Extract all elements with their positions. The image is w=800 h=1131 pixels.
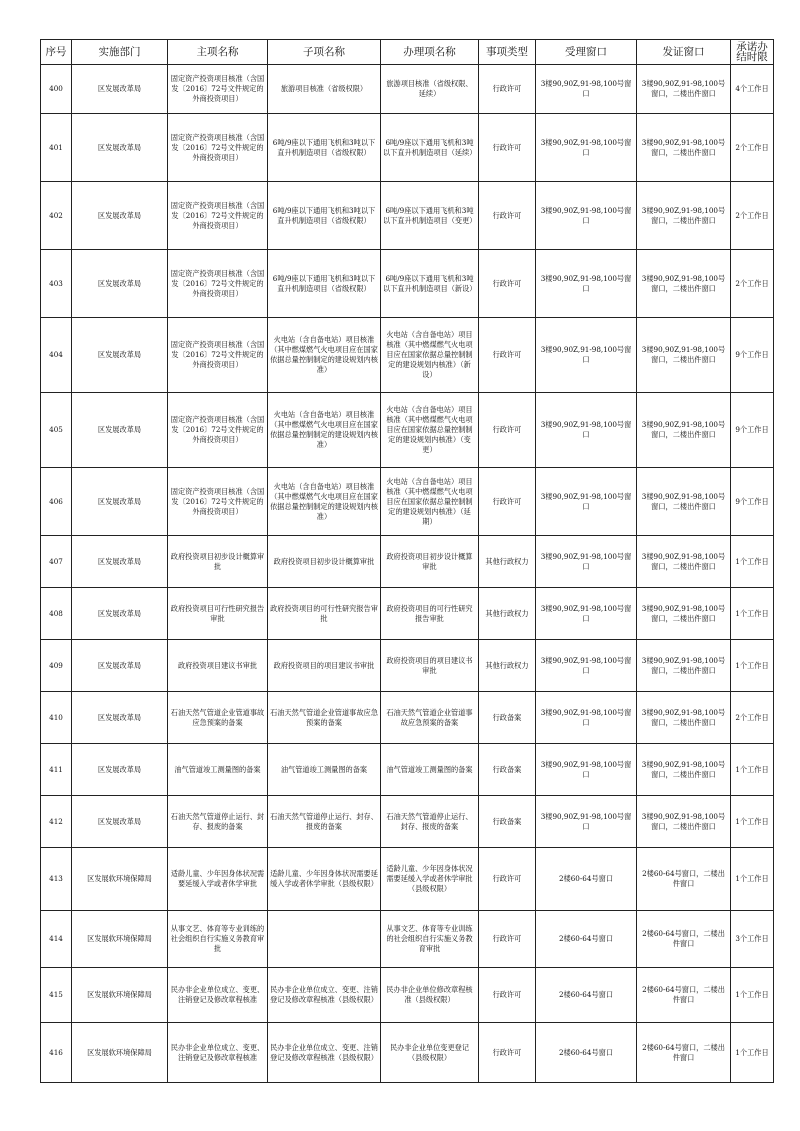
cell-dept: 区发展改革局 xyxy=(72,114,168,182)
table-body xyxy=(41,65,774,1083)
cell-proc: 旅游项目核准（省级权限、延续） xyxy=(381,65,479,114)
cell-type: 行政许可 xyxy=(479,468,536,536)
cell-no: 416 xyxy=(41,1023,72,1083)
cell-dept: 区发展改革局 xyxy=(72,393,168,468)
service-items-table xyxy=(40,39,774,1083)
header-cell-proc: 办理项名称 xyxy=(381,40,479,65)
cell-dept: 区发展改革局 xyxy=(72,182,168,250)
cell-dept: 区发展改革局 xyxy=(72,318,168,393)
cell-accept: 3楼90,90Z,91-98,100号窗口 xyxy=(536,393,637,468)
table-row xyxy=(41,588,774,640)
header-cell-dept: 实施部门 xyxy=(72,40,168,65)
cell-accept: 3楼90,90Z,91-98,100号窗口 xyxy=(536,182,637,250)
cell-issue: 3楼90,90Z,91-98,100号窗口，二楼出件窗口 xyxy=(637,468,731,536)
cell-no: 414 xyxy=(41,911,72,968)
header-cell-accept: 受理窗口 xyxy=(536,40,637,65)
cell-dept: 区发展改革局 xyxy=(72,692,168,744)
cell-dept: 区发展软环境保障局 xyxy=(72,968,168,1023)
cell-sub: 民办非企业单位成立、变更、注销登记及修改章程核准（县级权限） xyxy=(268,1023,381,1083)
cell-no: 410 xyxy=(41,692,72,744)
table-row xyxy=(41,65,774,114)
cell-limit: 2个工作日 xyxy=(731,182,774,250)
cell-issue: 3楼90,90Z,91-98,100号窗口，二楼出件窗口 xyxy=(637,393,731,468)
table-row xyxy=(41,393,774,468)
cell-dept: 区发展改革局 xyxy=(72,588,168,640)
table-row xyxy=(41,318,774,393)
cell-dept: 区发展软环境保障局 xyxy=(72,1023,168,1083)
cell-main: 民办非企业单位成立、变更、注销登记及修改章程核准 xyxy=(168,968,268,1023)
cell-limit: 1个工作日 xyxy=(731,744,774,796)
cell-sub: 政府投资项目的可行性研究报告审批 xyxy=(268,588,381,640)
cell-limit: 4个工作日 xyxy=(731,65,774,114)
cell-dept: 区发展改革局 xyxy=(72,250,168,318)
cell-proc: 6吨/9座以下通用飞机和3吨以下直升机制造项目（延续） xyxy=(381,114,479,182)
header-cell-sub: 子项名称 xyxy=(268,40,381,65)
cell-proc: 适龄儿童、少年因身体状况需要延缓入学或者休学审批（县级权限） xyxy=(381,848,479,911)
cell-dept: 区发展软环境保障局 xyxy=(72,911,168,968)
cell-sub: 火电站（含自备电站）项目核准（其中燃煤燃气火电项目应在国家依据总量控制制定的建设规划内核准） xyxy=(268,468,381,536)
cell-no: 401 xyxy=(41,114,72,182)
cell-dept: 区发展改革局 xyxy=(72,65,168,114)
cell-limit: 2个工作日 xyxy=(731,250,774,318)
table-row xyxy=(41,640,774,692)
cell-main: 民办非企业单位成立、变更、注销登记及修改章程核准 xyxy=(168,1023,268,1083)
cell-accept: 2楼60-64号窗口 xyxy=(536,848,637,911)
cell-sub: 油气管道竣工测量图的备案 xyxy=(268,744,381,796)
cell-proc: 火电站（含自备电站）项目核准（其中燃煤燃气火电项目应在国家依据总量控制制定的建设规划内核准）（延期） xyxy=(381,468,479,536)
cell-sub: 民办非企业单位成立、变更、注销登记及修改章程核准（县级权限） xyxy=(268,968,381,1023)
cell-issue: 2楼60-64号窗口，二楼出件窗口 xyxy=(637,848,731,911)
cell-accept: 3楼90,90Z,91-98,100号窗口 xyxy=(536,536,637,588)
table-row xyxy=(41,744,774,796)
table-row xyxy=(41,536,774,588)
table-row xyxy=(41,911,774,968)
table-row xyxy=(41,250,774,318)
cell-main: 固定资产投资项目核准（含国发〔2016〕72号文件规定的外商投资项目） xyxy=(168,182,268,250)
cell-type: 其他行政权力 xyxy=(479,640,536,692)
cell-issue: 3楼90,90Z,91-98,100号窗口，二楼出件窗口 xyxy=(637,318,731,393)
cell-sub: 6吨/9座以下通用飞机和3吨以下直升机制造项目（省级权限） xyxy=(268,182,381,250)
cell-no: 407 xyxy=(41,536,72,588)
cell-main: 适龄儿童、少年因身体状况需要延缓入学或者休学审批 xyxy=(168,848,268,911)
cell-proc: 石油天然气管道停止运行、封存、报废的备案 xyxy=(381,796,479,848)
cell-sub xyxy=(268,911,381,968)
table-row xyxy=(41,848,774,911)
cell-dept: 区发展软环境保障局 xyxy=(72,848,168,911)
cell-limit: 1个工作日 xyxy=(731,1023,774,1083)
cell-type: 行政许可 xyxy=(479,911,536,968)
cell-accept: 3楼90,90Z,91-98,100号窗口 xyxy=(536,796,637,848)
header-cell-issue: 发证窗口 xyxy=(637,40,731,65)
cell-issue: 3楼90,90Z,91-98,100号窗口，二楼出件窗口 xyxy=(637,796,731,848)
cell-sub: 旅游项目核准（省级权限） xyxy=(268,65,381,114)
table-row xyxy=(41,968,774,1023)
cell-type: 行政许可 xyxy=(479,65,536,114)
cell-type: 行政备案 xyxy=(479,796,536,848)
cell-proc: 政府投资项目的可行性研究报告审批 xyxy=(381,588,479,640)
cell-proc: 民办非企业单位修改章程核准（县级权限） xyxy=(381,968,479,1023)
cell-issue: 3楼90,90Z,91-98,100号窗口，二楼出件窗口 xyxy=(637,182,731,250)
cell-sub: 适龄儿童、少年因身体状况需要延缓入学或者休学审批（县级权限） xyxy=(268,848,381,911)
cell-proc: 石油天然气管道企业管道事故应急预案的备案 xyxy=(381,692,479,744)
cell-main: 固定资产投资项目核准（含国发〔2016〕72号文件规定的外商投资项目） xyxy=(168,318,268,393)
cell-sub: 政府投资项目的项目建议书审批 xyxy=(268,640,381,692)
cell-limit: 3个工作日 xyxy=(731,911,774,968)
cell-no: 415 xyxy=(41,968,72,1023)
cell-accept: 3楼90,90Z,91-98,100号窗口 xyxy=(536,65,637,114)
cell-sub: 政府投资项目初步设计概算审批 xyxy=(268,536,381,588)
cell-type: 其他行政权力 xyxy=(479,588,536,640)
cell-type: 行政许可 xyxy=(479,968,536,1023)
header-cell-no: 序号 xyxy=(41,40,72,65)
cell-accept: 2楼60-64号窗口 xyxy=(536,968,637,1023)
cell-dept: 区发展改革局 xyxy=(72,536,168,588)
cell-issue: 3楼90,90Z,91-98,100号窗口，二楼出件窗口 xyxy=(637,114,731,182)
cell-proc: 火电站（含自备电站）项目核准（其中燃煤燃气火电项目应在国家依据总量控制制定的建设规划内核准）（新设） xyxy=(381,318,479,393)
header-cell-main: 主项名称 xyxy=(168,40,268,65)
cell-limit: 1个工作日 xyxy=(731,796,774,848)
cell-main: 固定资产投资项目核准（含国发〔2016〕72号文件规定的外商投资项目） xyxy=(168,468,268,536)
cell-type: 行政备案 xyxy=(479,744,536,796)
cell-accept: 3楼90,90Z,91-98,100号窗口 xyxy=(536,318,637,393)
table-row xyxy=(41,796,774,848)
cell-no: 404 xyxy=(41,318,72,393)
cell-main: 石油天然气管道企业管道事故应急预案的备案 xyxy=(168,692,268,744)
cell-accept: 3楼90,90Z,91-98,100号窗口 xyxy=(536,468,637,536)
cell-proc: 6吨/9座以下通用飞机和3吨以下直升机制造项目（新设） xyxy=(381,250,479,318)
cell-limit: 2个工作日 xyxy=(731,114,774,182)
cell-accept: 2楼60-64号窗口 xyxy=(536,1023,637,1083)
cell-main: 固定资产投资项目核准（含国发〔2016〕72号文件规定的外商投资项目） xyxy=(168,250,268,318)
table-header xyxy=(41,40,774,65)
cell-issue: 3楼90,90Z,91-98,100号窗口，二楼出件窗口 xyxy=(637,536,731,588)
cell-issue: 2楼60-64号窗口，二楼出件窗口 xyxy=(637,968,731,1023)
cell-proc: 政府投资项目的项目建议书审批 xyxy=(381,640,479,692)
cell-limit: 2个工作日 xyxy=(731,692,774,744)
cell-type: 行政备案 xyxy=(479,692,536,744)
cell-type: 其他行政权力 xyxy=(479,536,536,588)
cell-issue: 3楼90,90Z,91-98,100号窗口，二楼出件窗口 xyxy=(637,588,731,640)
cell-accept: 3楼90,90Z,91-98,100号窗口 xyxy=(536,744,637,796)
cell-dept: 区发展改革局 xyxy=(72,744,168,796)
table-row xyxy=(41,114,774,182)
cell-issue: 3楼90,90Z,91-98,100号窗口，二楼出件窗口 xyxy=(637,692,731,744)
cell-proc: 油气管道竣工测量图的备案 xyxy=(381,744,479,796)
cell-issue: 3楼90,90Z,91-98,100号窗口，二楼出件窗口 xyxy=(637,744,731,796)
cell-sub: 火电站（含自备电站）项目核准（其中燃煤燃气火电项目应在国家依据总量控制制定的建设规划内核准） xyxy=(268,318,381,393)
cell-type: 行政许可 xyxy=(479,182,536,250)
cell-issue: 3楼90,90Z,91-98,100号窗口，二楼出件窗口 xyxy=(637,640,731,692)
cell-accept: 3楼90,90Z,91-98,100号窗口 xyxy=(536,692,637,744)
cell-main: 固定资产投资项目核准（含国发〔2016〕72号文件规定的外商投资项目） xyxy=(168,393,268,468)
cell-issue: 2楼60-64号窗口，二楼出件窗口 xyxy=(637,1023,731,1083)
table-row xyxy=(41,1023,774,1083)
cell-proc: 6吨/9座以下通用飞机和3吨以下直升机制造项目（变更） xyxy=(381,182,479,250)
cell-sub: 6吨/9座以下通用飞机和3吨以下直升机制造项目（省级权限） xyxy=(268,250,381,318)
cell-dept: 区发展改革局 xyxy=(72,796,168,848)
cell-proc: 政府投资项目初步设计概算审批 xyxy=(381,536,479,588)
cell-main: 政府投资项目可行性研究报告审批 xyxy=(168,588,268,640)
header-cell-type: 事项类型 xyxy=(479,40,536,65)
table-row xyxy=(41,692,774,744)
cell-no: 408 xyxy=(41,588,72,640)
cell-main: 从事文艺、体育等专业训练的社会组织自行实施义务教育审批 xyxy=(168,911,268,968)
cell-type: 行政许可 xyxy=(479,848,536,911)
cell-main: 政府投资项目初步设计概算审批 xyxy=(168,536,268,588)
cell-limit: 1个工作日 xyxy=(731,968,774,1023)
cell-type: 行政许可 xyxy=(479,250,536,318)
cell-limit: 1个工作日 xyxy=(731,848,774,911)
cell-limit: 1个工作日 xyxy=(731,588,774,640)
cell-no: 409 xyxy=(41,640,72,692)
cell-issue: 3楼90,90Z,91-98,100号窗口，二楼出件窗口 xyxy=(637,65,731,114)
cell-no: 403 xyxy=(41,250,72,318)
cell-type: 行政许可 xyxy=(479,318,536,393)
cell-accept: 3楼90,90Z,91-98,100号窗口 xyxy=(536,114,637,182)
cell-main: 固定资产投资项目核准（含国发〔2016〕72号文件规定的外商投资项目） xyxy=(168,65,268,114)
cell-sub: 6吨/9座以下通用飞机和3吨以下直升机制造项目（省级权限） xyxy=(268,114,381,182)
cell-accept: 3楼90,90Z,91-98,100号窗口 xyxy=(536,588,637,640)
cell-type: 行政许可 xyxy=(479,1023,536,1083)
cell-dept: 区发展改革局 xyxy=(72,640,168,692)
cell-main: 油气管道竣工测量图的备案 xyxy=(168,744,268,796)
cell-limit: 9个工作日 xyxy=(731,318,774,393)
cell-sub: 石油天然气管道停止运行、封存、报废的备案 xyxy=(268,796,381,848)
cell-no: 413 xyxy=(41,848,72,911)
table-row xyxy=(41,468,774,536)
cell-dept: 区发展改革局 xyxy=(72,468,168,536)
cell-type: 行政许可 xyxy=(479,393,536,468)
cell-no: 412 xyxy=(41,796,72,848)
cell-sub: 火电站（含自备电站）项目核准（其中燃煤燃气火电项目应在国家依据总量控制制定的建设规划内核准） xyxy=(268,393,381,468)
cell-proc: 火电站（含自备电站）项目核准（其中燃煤燃气火电项目应在国家依据总量控制制定的建设规划内核准）（变更） xyxy=(381,393,479,468)
cell-type: 行政许可 xyxy=(479,114,536,182)
table-row xyxy=(41,182,774,250)
cell-limit: 1个工作日 xyxy=(731,640,774,692)
cell-no: 405 xyxy=(41,393,72,468)
cell-issue: 2楼60-64号窗口，二楼出件窗口 xyxy=(637,911,731,968)
cell-proc: 从事文艺、体育等专业训练的社会组织自行实施义务教育审批 xyxy=(381,911,479,968)
cell-main: 政府投资项目建议书审批 xyxy=(168,640,268,692)
cell-main: 固定资产投资项目核准（含国发〔2016〕72号文件规定的外商投资项目） xyxy=(168,114,268,182)
header-cell-limit: 承诺办结时限 xyxy=(731,40,774,65)
cell-no: 402 xyxy=(41,182,72,250)
cell-no: 411 xyxy=(41,744,72,796)
cell-accept: 3楼90,90Z,91-98,100号窗口 xyxy=(536,640,637,692)
cell-proc: 民办非企业单位变更登记（县级权限） xyxy=(381,1023,479,1083)
cell-no: 406 xyxy=(41,468,72,536)
cell-sub: 石油天然气管道企业管道事故应急预案的备案 xyxy=(268,692,381,744)
header-row xyxy=(41,40,774,65)
cell-main: 石油天然气管道停止运行、封存、报废的备案 xyxy=(168,796,268,848)
cell-accept: 3楼90,90Z,91-98,100号窗口 xyxy=(536,250,637,318)
cell-accept: 2楼60-64号窗口 xyxy=(536,911,637,968)
cell-no: 400 xyxy=(41,65,72,114)
cell-limit: 9个工作日 xyxy=(731,393,774,468)
cell-limit: 9个工作日 xyxy=(731,468,774,536)
cell-limit: 1个工作日 xyxy=(731,536,774,588)
cell-issue: 3楼90,90Z,91-98,100号窗口，二楼出件窗口 xyxy=(637,250,731,318)
